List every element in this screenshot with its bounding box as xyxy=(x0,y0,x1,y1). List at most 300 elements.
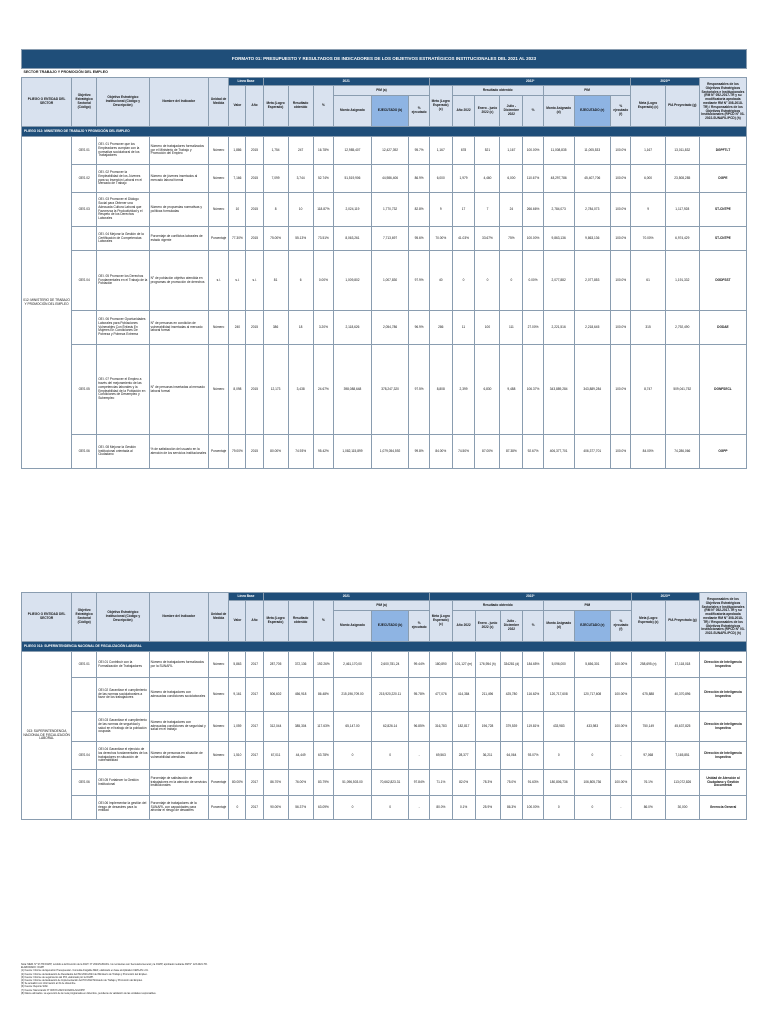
cell-a22: 64,064 xyxy=(500,742,523,770)
cell-m21: 81 xyxy=(263,251,288,311)
cell-p21: 63.78% xyxy=(313,742,334,770)
cell-a22: 75% xyxy=(500,227,523,251)
col-ejecutado: EJECUTADO (b) xyxy=(371,611,409,642)
col-meta-2022: Meta (Logro Esperado) (c) xyxy=(429,86,452,127)
cell-ma22: 343,889,284 xyxy=(543,345,574,435)
cell-pe22: 100.0% xyxy=(610,137,631,165)
cell-ej22: 433,983 xyxy=(574,712,610,742)
col-pct-ejec-2022: % ejecutado (f) xyxy=(611,611,632,642)
col-anio: Año xyxy=(246,86,263,127)
cell-a22: 6,000 xyxy=(500,165,523,193)
cell-a: 2017 xyxy=(246,770,263,796)
cell-a22: 379,539 xyxy=(500,712,523,742)
cell-a22: 334281 (d) xyxy=(500,652,523,678)
cell-oei: OEI. 04 Mejorar la Gestión de la Certificación de Competencias Laborales xyxy=(97,227,149,251)
cell-j22: 36,211 xyxy=(475,742,500,770)
cell-resp: ST-CNTPE xyxy=(699,193,746,227)
cell-ind: Porcentaje de satisfacción de trabajadores en la atención de servicios institucionales xyxy=(149,770,208,796)
col-pct-2022: % xyxy=(523,96,544,127)
cell-ind: N° de población objetivo atendida en programas de promoción de derechos xyxy=(149,251,208,311)
cell-oei: OEI. 07 Promover el Empleo a través del mejoramiento de las competencias laborales y la Empleabilidad de la Población en Condiciones de Desempleo y Subempleo xyxy=(97,345,149,435)
cell-oes: OES.04 xyxy=(72,251,97,311)
cell-ind: Número de trabajadores con adecuadas condiciones sociolaborales xyxy=(149,678,208,712)
cell-p22: 27.00% xyxy=(523,311,544,345)
col-monto-asignado: Monto Asignado xyxy=(334,96,372,127)
cell-oei: OEI. 02 Promover la Empleabilidad de los Jóvenes para su Inserción Laboral en el Mercado de Trabajo xyxy=(97,165,149,193)
cell-v: 1,510 xyxy=(229,742,246,770)
col-pia: PIA Proyectado (g) xyxy=(665,86,699,127)
cell-resp: DGPE xyxy=(699,165,746,193)
cell-p22: 92.67% xyxy=(523,435,544,469)
cell-pia: 40,370,896 xyxy=(665,678,699,712)
cell-v: 0 xyxy=(229,796,246,820)
col-linea-base: Línea Base xyxy=(229,593,263,601)
cell-v: 1,059 xyxy=(229,712,246,742)
cell-ma22: 9,863,136 xyxy=(543,227,574,251)
cell-ej22: 406,377,701 xyxy=(574,435,610,469)
cell-oes xyxy=(72,227,97,251)
cell-pe22: 100.0% xyxy=(610,227,631,251)
table-row xyxy=(22,345,747,435)
cell-um: Número xyxy=(208,311,229,345)
cell-m23: 315 xyxy=(631,311,665,345)
cell-oei: OEI. 06 Promover Oportunidades Laborales para Poblaciones Vulnerables Con Énfasis En Mujeres En Condiciones De Pobreza y Pobreza Extrema xyxy=(97,311,149,345)
footnote-line: (2) Fuente: Informe de Evaluación de Resultados del PEI 2020-2024 del Ministerio de Trabajo y Promoción del Empleo. xyxy=(21,972,148,976)
cell-m23: 750,149 xyxy=(631,712,665,742)
cell-v: 77.30% xyxy=(229,227,246,251)
col-monto-asignado: Monto Asignado xyxy=(334,611,372,642)
cell-e22: 74.50% xyxy=(452,435,475,469)
col-resultado-2022: Resultado obtenido xyxy=(452,601,543,611)
cell-ej22: 120,717,608 xyxy=(574,678,610,712)
cell-ej22: 45,407,706 xyxy=(574,165,610,193)
cell-a22: 425,780 xyxy=(500,678,523,712)
cell-pe22: 100.0% xyxy=(610,165,631,193)
cell-pe22: 100.00% xyxy=(611,770,632,796)
cell-m23: 1,167 xyxy=(631,137,665,165)
cell-ej22: 9,863,136 xyxy=(574,227,610,251)
footnote-line: (8) Datos estimados. La ejecución de la meta programada en diciembre, pendiente de validación de las unidades responsables. xyxy=(21,991,157,995)
cell-oei: OEI.01 Contribuir con la Formalización de Trabajadores xyxy=(97,652,149,678)
cell-ej21: 0 xyxy=(371,742,409,770)
cell-m23: 258,695 (n) xyxy=(631,652,665,678)
cell-a: s.i. xyxy=(246,251,263,311)
table-row xyxy=(22,742,747,770)
cell-oei: OEI. 01 Promover que los Empleadores cumplan con la normativa sociolaboral de los Trabajadores xyxy=(97,137,149,165)
pliego-band: PLIEGO 012: MINISTERIO DE TRABAJO Y PROMOCIÓN DEL EMPLEO xyxy=(22,127,747,137)
cell-um: Número xyxy=(208,742,229,770)
cell-ej22: 2,218,645 xyxy=(574,311,610,345)
col-pliego: PLIEGO O ENTIDAD DEL SECTOR xyxy=(22,78,72,127)
cell-p22: 0.00% xyxy=(523,251,544,311)
cell-a: 2015 xyxy=(246,311,263,345)
cell-ma22: 433,983 xyxy=(543,712,574,742)
cell-m23: 86.0% xyxy=(631,796,665,820)
formato-table-2 xyxy=(21,592,747,820)
cell-oei: OEI.05 Fortalecer la Gestión Institucional xyxy=(97,770,149,796)
col-pim-2022: PIM xyxy=(543,86,631,96)
col-pim-2021: PIM (a) xyxy=(334,86,430,96)
cell-a: 2015 xyxy=(246,227,263,251)
col-linea-base: Línea Base xyxy=(229,78,263,86)
cell-resp: Dirección de Inteligencia Inspectiva xyxy=(700,652,747,678)
cell-e22: 11 xyxy=(452,311,475,345)
cell-oes: OES.04 xyxy=(72,742,97,770)
cell-ej22: 5,656,301 xyxy=(574,652,610,678)
cell-j22: 211,496 xyxy=(475,678,500,712)
col-meta-2021: Meta (Logro Esperado) xyxy=(263,86,288,127)
cell-pia: 1,117,928 xyxy=(665,193,699,227)
col-pia: PIA Proyectado (g) xyxy=(665,601,699,642)
cell-ej22: 0 xyxy=(574,796,610,820)
cell-um: Número xyxy=(208,678,229,712)
cell-a22: 75.0% xyxy=(500,770,523,796)
col-meta-2022: Meta (Logro Esperado) (c) xyxy=(429,601,452,642)
cell-m21: 287,705 xyxy=(263,652,288,678)
cell-m21: 67,011 xyxy=(263,742,288,770)
table-row xyxy=(22,311,747,345)
cell-ind: Número de trabajadores formalizados por la SUNAFIL xyxy=(149,652,208,678)
col-2021: 2021 xyxy=(263,78,429,86)
cell-pe22: - xyxy=(611,796,632,820)
col-unidad: Unidad de Medida xyxy=(208,78,229,127)
cell-p21: 73.51% xyxy=(313,227,334,251)
footnotes xyxy=(21,963,621,995)
cell-oes: OES.05 xyxy=(72,345,97,435)
cell-oes xyxy=(72,311,97,345)
cell-oes xyxy=(72,796,97,820)
cell-m21: 8 xyxy=(263,193,288,227)
cell-p22: 93.07% xyxy=(523,742,544,770)
cell-m22: 80.0% xyxy=(429,796,452,820)
cell-resp: DGNFSECL xyxy=(699,345,746,435)
cell-j22: 33.67% xyxy=(475,227,500,251)
cell-oei: OEI. 05 Promover los Derechos Fundamentales en el Trabajo de la Población xyxy=(97,251,149,311)
cell-ej22: 11,005,533 xyxy=(574,137,610,165)
cell-r21: 18 xyxy=(288,311,313,345)
cell-j22: 7 xyxy=(475,193,500,227)
col-valor: Valor xyxy=(229,601,246,642)
cell-e22: 678 xyxy=(452,137,475,165)
document-page-top xyxy=(21,49,747,469)
cell-a: 2015 xyxy=(246,193,263,227)
cell-p22: 91.63% xyxy=(523,770,544,796)
cell-ind: Número de trabajadores formalizados por el Ministerio de Trabajo y Promoción del Empleo xyxy=(149,137,208,165)
cell-p21: 52.74% xyxy=(313,165,334,193)
cell-pe21: 97.5% xyxy=(409,345,430,435)
sector-label: SECTOR TRABAJO Y PROMOCIÓN DEL EMPLEO xyxy=(23,70,108,75)
col-meta-2023: Meta (Logro Esperado) (c) xyxy=(631,86,665,127)
cell-r21: 55.13% xyxy=(288,227,313,251)
cell-ej22: 343,889,284 xyxy=(574,345,610,435)
col-2022: 2022* xyxy=(429,593,631,601)
cell-r21: 456,918 xyxy=(288,678,313,712)
cell-e22: 17 xyxy=(452,193,475,227)
cell-j22: 100 xyxy=(475,311,500,345)
cell-e22: 182,817 xyxy=(452,712,475,742)
col-anio-2022: Año 2022 xyxy=(452,611,475,642)
cell-a22: 86.3% xyxy=(500,796,523,820)
cell-a: 2017 xyxy=(246,678,263,712)
cell-pia: 45,637,825 xyxy=(665,712,699,742)
cell-ind: Porcentaje de trabajadores de la SUNAFIL con capacidades para afrontar el riesgo de desastres xyxy=(149,796,208,820)
cell-pe22: 100.0% xyxy=(610,193,631,227)
cell-ma21: 65,147.00 xyxy=(334,712,372,742)
cell-ind: Número de propuestas normativas y políticas formuladas xyxy=(149,193,208,227)
cell-ma21: 0 xyxy=(334,796,372,820)
cell-ej22: 2,784,073 xyxy=(574,193,610,227)
cell-m23: 8,747 xyxy=(631,345,665,435)
cell-p21: 0.00% xyxy=(313,251,334,311)
cell-oes xyxy=(72,678,97,712)
cell-m22: 84.00% xyxy=(429,435,452,469)
cell-pe21: 99.44% xyxy=(409,652,430,678)
col-monto-asignado-2022: Monto Asignado (d) xyxy=(543,611,574,642)
cell-resp: Gerencia General xyxy=(700,796,747,820)
cell-r21: 372,136 xyxy=(288,652,313,678)
cell-pe22: 100.00% xyxy=(611,652,632,678)
cell-e22: 414,384 xyxy=(452,678,475,712)
footnote-line: (1) Fuente: Informe de Ejecución Presupuestal - Consulta Amigable MEF; elaborado en base al Aplicativo CEPLAN v.01. xyxy=(21,969,149,973)
table-row xyxy=(22,435,747,469)
table-row xyxy=(22,770,747,796)
cell-ma21: 51,519,906 xyxy=(334,165,372,193)
cell-ma21: 0 xyxy=(334,742,372,770)
cell-ma22: 2,077,882 xyxy=(543,251,574,311)
cell-m22: 71.1% xyxy=(429,770,452,796)
col-ene-jun: Enero - junio 2022 (c) xyxy=(475,611,500,642)
cell-ma22: 0 xyxy=(543,742,574,770)
table-row xyxy=(22,712,747,742)
cell-m22: 180,890 xyxy=(429,652,452,678)
cell-a22: 0 xyxy=(500,251,523,311)
cell-p22: 266.66% xyxy=(523,193,544,227)
cell-pia: 1,191,332 xyxy=(665,251,699,311)
cell-pia: 113,072,826 xyxy=(665,770,699,796)
footnote-line: (7) Fuente: Memorando N° 00XXX-2023-SUNAFIL/GG/OPP. xyxy=(21,988,86,992)
cell-a: 2015 xyxy=(246,345,263,435)
footnote-line: ELABORADO: OGPP xyxy=(21,966,45,970)
cell-oei: OEI.04 Garantizar el ejercicio de los derechos fundamentales de los trabajadores en situación de vulnerabilidad xyxy=(97,742,149,770)
cell-ej21: 378,247,320 xyxy=(371,345,409,435)
cell-p22: 100.00% xyxy=(523,137,544,165)
cell-a: 2015 xyxy=(246,435,263,469)
cell-ind: Número de personas en situación de vulnerabilidad atendidas xyxy=(149,742,208,770)
table-row xyxy=(22,193,747,227)
col-pliego: PLIEGO O ENTIDAD DEL SECTOR xyxy=(22,593,72,642)
col-2022: 2022* xyxy=(429,78,631,86)
cell-pe22: 100.0% xyxy=(610,345,631,435)
col-anio: Año xyxy=(246,601,263,642)
footnote-line: (6) Fuente: Reporte SIAF. xyxy=(21,985,49,989)
cell-m22: 40 xyxy=(429,251,452,311)
cell-um: Número xyxy=(208,193,229,227)
cell-p21: 95.42% xyxy=(313,435,334,469)
cell-pe22: 100.00% xyxy=(611,678,632,712)
cell-pe21: 96.85% xyxy=(409,712,430,742)
cell-v: s.i. xyxy=(229,251,246,311)
cell-ma21: 2,024,119 xyxy=(334,193,372,227)
cell-e22: 82.0% xyxy=(452,770,475,796)
cell-resp: Dirección de Inteligencia Inspectiva xyxy=(700,742,747,770)
cell-um: Número xyxy=(208,652,229,678)
col-jul-dic: Julio - Diciembre 2022 xyxy=(500,611,523,642)
cell-v: 5,863 xyxy=(229,652,246,678)
cell-ma21: 1,082,115,899 xyxy=(334,435,372,469)
cell-oei: OEI. 03 Promover el Diálogo Social para Obtener una Adecuada Cultura Laboral que Favorezca la Productividad y el Respeto de los Derechos Laborales xyxy=(97,193,149,227)
col-ene-jun: Enero - junio 2022 (c) xyxy=(475,96,500,127)
col-valor: Valor xyxy=(229,86,246,127)
cell-resp: OGPP xyxy=(699,435,746,469)
formato-table-1 xyxy=(21,49,747,469)
cell-r21: 76.00% xyxy=(288,770,313,796)
cell-p22: 110.67% xyxy=(523,165,544,193)
cell-um: Número xyxy=(208,137,229,165)
cell-m23: 61 xyxy=(631,251,665,311)
cell-r21: 247 xyxy=(288,137,313,165)
cell-j22: 176,954 (h) xyxy=(475,652,500,678)
cell-ej21: 215,920,220.11 xyxy=(371,678,409,712)
cell-v: 240 xyxy=(229,311,246,345)
cell-p22: 100.00% xyxy=(523,227,544,251)
cell-v: 80.00% xyxy=(229,770,246,796)
cell-r21: 6 xyxy=(288,251,313,311)
cell-ej21: 2,600,781,24 xyxy=(371,652,409,678)
cell-m21: 12,173 xyxy=(263,345,288,435)
cell-pia: 74,286,066 xyxy=(665,435,699,469)
cell-a: 2017 xyxy=(246,652,263,678)
cell-j22: 4,460 xyxy=(475,165,500,193)
cell-ma22: 2,784,073 xyxy=(543,193,574,227)
cell-p22: 106.37% xyxy=(523,345,544,435)
col-2023: 2023** xyxy=(631,593,699,601)
cell-pe21: 99.8% xyxy=(409,435,430,469)
cell-m22: 477,076 xyxy=(429,678,452,712)
cell-oes: OES.06 xyxy=(72,770,97,796)
cell-ej21: 0 xyxy=(371,796,409,820)
cell-p22: 100.00% xyxy=(523,796,544,820)
cell-j22: 25.9% xyxy=(475,796,500,820)
cell-um: Número xyxy=(208,165,229,193)
cell-m23: 84.00% xyxy=(631,435,665,469)
col-pim-2021: PIM (a) xyxy=(334,601,430,611)
cell-e22: 28,377 xyxy=(452,742,475,770)
col-ejecutado: EJECUTADO (b) xyxy=(371,96,409,127)
cell-ma22: 48,297,786 xyxy=(543,165,574,193)
cell-m23: 6,000 xyxy=(631,165,665,193)
cell-resp: DGDAE xyxy=(699,311,746,345)
cell-m21: 86.70% xyxy=(263,770,288,796)
col-responsables: Responsables de los Objetivos Estratégicos Sectoriales e Institucionales (RM N° 052-2017-TR y su modificatoria aprobada mediante RM N° 308-2018-TR) / Responsables de los Objetivos Estratégicos Institucionales (RPCD N° 03-2022-SUNAFIL/PCD) (h) xyxy=(699,78,746,127)
cell-m21: 90.00% xyxy=(263,796,288,820)
pliego-band: PLIEGO 013: SUPERINTENDENCIA NACIONAL DE FISCALIZACIÓN LABORAL xyxy=(22,642,747,652)
cell-e22: 2,399 xyxy=(452,345,475,435)
cell-p22: 184.65% xyxy=(523,652,544,678)
col-2023: 2023** xyxy=(631,78,699,86)
cell-oes: OES.02 xyxy=(72,165,97,193)
cell-m23: 76.1% xyxy=(631,770,665,796)
cell-resp: DGDFSST xyxy=(699,251,746,311)
cell-ind: Porcentaje de conflictos laborales de estado vigente xyxy=(149,227,208,251)
footnote-line: Nota: MEM. N° 97-TR/OGPP, remitido a la Dirección de la DGIT. N° 2024/SUNAFIL. los remitentes son Secretaría General y la OGPP, aprobado mediante RM N° 123-2021-TR. xyxy=(21,963,208,966)
cell-oes: OES.01 xyxy=(72,137,97,165)
cell-pia: 7,165,851 xyxy=(665,742,699,770)
col-pim-2022: PIM xyxy=(543,601,631,611)
cell-v: 8,098 xyxy=(229,345,246,435)
cell-m21: 506,602 xyxy=(263,678,288,712)
footnote-line: (5) Se actualizó con información al 31 de diciembre. xyxy=(21,982,77,986)
cell-r21: 3,744 xyxy=(288,165,313,193)
cell-ma22: 11,008,835 xyxy=(543,137,574,165)
cell-ind: Número de jóvenes insertados al mercado laboral formal xyxy=(149,165,208,193)
col-resultado-2021: Resultado obtenido xyxy=(288,601,313,642)
col-indicador: Nombre del Indicador xyxy=(149,78,208,127)
cell-m22: 316,783 xyxy=(429,712,452,742)
cell-ma22: 5,096,000 xyxy=(543,652,574,678)
cell-ind: N° de personas insertadas al mercado laboral formal xyxy=(149,345,208,435)
cell-ej21: 44,986,406 xyxy=(371,165,409,193)
cell-ma21: 12,985,407 xyxy=(334,137,372,165)
cell-v: 7,166 xyxy=(229,165,246,193)
document-title: FORMATO 01: PRESUPUESTO Y RESULTADOS DE INDICADORES DE LOS OBJETIVOS ESTRATÉGICOS INSTITUCIONALES DEL 2021 AL 2023 xyxy=(22,50,747,69)
cell-ind: Número de trabajadores con adecuadas condiciones de seguridad y salud en el trabajo xyxy=(149,712,208,742)
cell-ma22: 406,377,701 xyxy=(543,435,574,469)
cell-a22: 111 xyxy=(500,311,523,345)
cell-um: Porcentaje xyxy=(208,435,229,469)
cell-p21: 3.20% xyxy=(313,311,334,345)
footnote-line: (3) Fuente: Informe de seguimiento del POI, elaborado por la OGPP. xyxy=(21,975,94,979)
cell-ma21: 1,009,802 xyxy=(334,251,372,311)
cell-j22: 6,830 xyxy=(475,345,500,435)
cell-j22: 78.3% xyxy=(475,770,500,796)
cell-pe21: 97.84% xyxy=(409,770,430,796)
cell-oes: OES.06 xyxy=(72,435,97,469)
col-ejecutado-2022: EJECUTADO (e) xyxy=(574,96,610,127)
cell-r21: 10 xyxy=(288,193,313,227)
table-row xyxy=(22,137,747,165)
cell-ej22: 106,805,736 xyxy=(574,770,610,796)
cell-ma22: 0 xyxy=(543,796,574,820)
cell-m21: 312,044 xyxy=(263,712,288,742)
cell-m22: 6,000 xyxy=(429,165,452,193)
cell-v: 1,886 xyxy=(229,137,246,165)
col-monto-asignado-2022: Monto Asignado (d) xyxy=(543,96,574,127)
cell-resp: Dirección de Inteligencia Inspectiva xyxy=(700,712,747,742)
col-oes: Objetivo Estratégico Sectorial (Código) xyxy=(72,593,97,642)
cell-pe21: - xyxy=(409,742,430,770)
cell-a: 2017 xyxy=(246,796,263,820)
cell-ma21: 215,196,709.00 xyxy=(334,678,372,712)
cell-m22: 70.00% xyxy=(429,227,452,251)
cell-pia: 2,792,490 xyxy=(665,311,699,345)
cell-oei: OEI.06 Implementar la gestión del riesgo de desastres para la entidad xyxy=(97,796,149,820)
col-meta-2023: Meta (Logro Esperado) (c) xyxy=(631,601,665,642)
cell-um: Porcentaje xyxy=(208,227,229,251)
cell-a: 2015 xyxy=(246,165,263,193)
entity-cell: 013: SUPERINTENDENCIA NACIONAL DE FISCALIZACIÓN LABORAL xyxy=(22,652,72,820)
cell-ma22: 120,717,608 xyxy=(543,678,574,712)
cell-p21: 86.48% xyxy=(313,678,334,712)
col-meta-2021: Meta (Logro Esperado) xyxy=(263,601,288,642)
col-oei: Objetivo Estratégico Institucional (Código y Descripción) xyxy=(97,593,149,642)
cell-e22: 0 xyxy=(452,251,475,311)
cell-um: Número xyxy=(208,712,229,742)
cell-m23: 9 xyxy=(631,193,665,227)
cell-resp: DGPFTLT xyxy=(699,137,746,165)
cell-ma22: 2,221,516 xyxy=(543,311,574,345)
cell-ej21: 1,770,732 xyxy=(371,193,409,227)
cell-m22: 9 xyxy=(429,193,452,227)
